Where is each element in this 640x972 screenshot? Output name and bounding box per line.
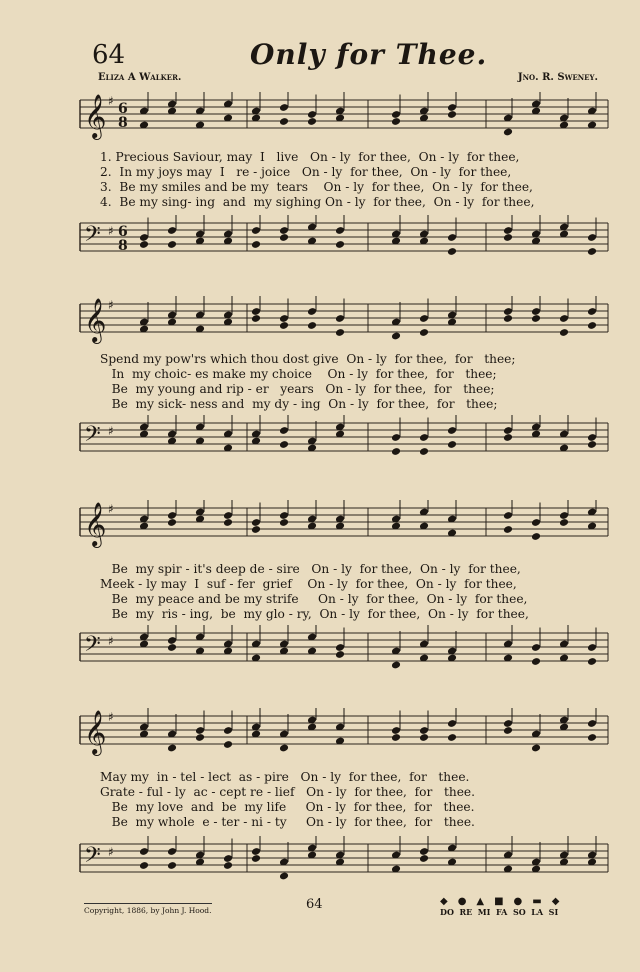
note-head (587, 440, 597, 449)
lyric-line: Be my love and be my life On - ly for thee, for thee. (100, 800, 475, 814)
note-head (531, 532, 541, 541)
note-head (279, 117, 289, 126)
lyric-line: May my in - tel - lect as - pire On - ly for thee, for thee. (100, 770, 470, 784)
note-head (307, 117, 317, 126)
bass-clef: 𝄢 (84, 843, 101, 873)
note-head (223, 861, 233, 870)
treble-clef: 𝄞 (84, 502, 107, 546)
note-head (167, 744, 177, 753)
lyric-line: Meek - ly may I suf - fer grief On - ly for thee, On - ly for thee, (100, 577, 517, 591)
note-head (419, 328, 429, 337)
note-head (503, 314, 513, 323)
bass-staff-4 (72, 836, 612, 886)
treble-staff-1 (72, 92, 612, 142)
note-head (251, 854, 261, 863)
lyrics-system-1 (100, 150, 600, 210)
copyright: Copyright, 1886, by John J. Hood. (84, 903, 212, 915)
note-head (419, 733, 429, 742)
note-head (447, 110, 457, 119)
note-head (391, 117, 401, 126)
note-head (307, 321, 317, 330)
lyric-line: Be my young and rip - er years On - ly for thee, for thee; (100, 382, 495, 396)
lyric-line: Spend my pow'rs which thou dost give On - ly for thee, for thee; (100, 352, 516, 366)
note-head (251, 240, 261, 249)
lyric-line: In my choic- es make my choice On - ly for thee, for thee; (100, 367, 497, 381)
note-head (447, 733, 457, 742)
treble-clef: 𝄞 (84, 710, 107, 754)
lyric-line: Be my sick- ness and my dy - ing On - ly for thee, for thee; (100, 397, 498, 411)
treble-staff-4 (72, 708, 612, 758)
treble-staff-2 (72, 296, 612, 346)
note-head (279, 440, 289, 449)
note-head (167, 861, 177, 870)
note-head (279, 518, 289, 527)
lyrics-system-3 (100, 562, 600, 622)
key-signature-sharp: ♯ (108, 845, 114, 859)
bass-clef: 𝄢 (84, 632, 101, 662)
key-signature-sharp: ♯ (108, 224, 114, 238)
time-signature-bottom: 8 (118, 238, 128, 254)
note-head (279, 321, 289, 330)
time-signature-bottom: 8 (118, 115, 128, 131)
note-head (587, 733, 597, 742)
treble-staff-3 (72, 500, 612, 550)
page-number: 64 (306, 897, 323, 912)
note-head (391, 447, 401, 456)
key-signature-sharp: ♯ (108, 710, 114, 724)
note-head (279, 233, 289, 242)
note-head (503, 726, 513, 735)
key-signature-sharp: ♯ (108, 94, 114, 108)
note-head (279, 872, 289, 881)
key-signature-sharp: ♯ (108, 298, 114, 312)
treble-clef: 𝄞 (84, 94, 107, 138)
note-head (391, 733, 401, 742)
solfa-names: DO RE MI FA SO LA SI (440, 907, 559, 917)
lyric-line: Be my ris - ing, be my glo - ry, On - ly for thee, On - ly for thee, (100, 607, 529, 621)
note-head (335, 240, 345, 249)
solfa-shapes: ◆●▲■●▬◆ (440, 896, 570, 907)
bass-clef: 𝄢 (84, 222, 101, 252)
lyric-line: Be my spir - it's deep de - sire On - ly for thee, On - ly for thee, (100, 562, 521, 576)
key-signature-sharp: ♯ (108, 634, 114, 648)
key-signature-sharp: ♯ (108, 502, 114, 516)
note-head (195, 733, 205, 742)
note-head (223, 518, 233, 527)
note-head (531, 744, 541, 753)
note-head (503, 128, 513, 137)
lyric-line: 4. Be my sing- ing and my sighing On - ly for thee, On - ly for thee, (100, 195, 535, 209)
note-head (251, 525, 261, 534)
author: Eliza A Walker. (98, 72, 182, 83)
note-head (531, 657, 541, 666)
time-signature-top: 6 (118, 101, 128, 117)
note-head (531, 314, 541, 323)
note-head (587, 321, 597, 330)
hymn-title: Only for Thee. (250, 38, 488, 71)
note-head (139, 861, 149, 870)
lyrics-system-4 (100, 770, 600, 830)
note-head (419, 447, 429, 456)
note-head (559, 328, 569, 337)
hymn-number: 64 (92, 40, 126, 70)
lyrics-system-2 (100, 352, 600, 412)
note-head (503, 433, 513, 442)
lyric-line: Grate - ful - ly ac - cept re - lief On - ly for thee, for thee. (100, 785, 475, 799)
note-head (251, 314, 261, 323)
note-head (391, 332, 401, 341)
note-head (279, 744, 289, 753)
note-head (587, 657, 597, 666)
note-head (587, 247, 597, 256)
note-head (503, 233, 513, 242)
note-head (167, 643, 177, 652)
note-head (167, 240, 177, 249)
note-head (223, 740, 233, 749)
note-head (335, 328, 345, 337)
note-head (447, 247, 457, 256)
lyric-line: 2. In my joys may I re - joice On - ly for thee, On - ly for thee, (100, 165, 512, 179)
lyric-line: Be my whole e - ter - ni - ty On - ly for thee, for thee. (100, 815, 475, 829)
bass-staff-1 (72, 215, 612, 265)
note-head (167, 518, 177, 527)
lyric-line: 3. Be my smiles and be my tears On - ly for thee, On - ly for thee, (100, 180, 533, 194)
bass-clef: 𝄢 (84, 422, 101, 452)
note-head (559, 518, 569, 527)
note-head (391, 661, 401, 670)
bass-staff-2 (72, 415, 612, 465)
note-head (447, 440, 457, 449)
note-head (503, 525, 513, 534)
treble-clef: 𝄞 (84, 298, 107, 342)
key-signature-sharp: ♯ (108, 424, 114, 438)
lyric-line: Be my peace and be my strife On - ly for thee, On - ly for thee, (100, 592, 528, 606)
bass-staff-3 (72, 625, 612, 675)
solfa-legend (440, 896, 600, 917)
composer: Jno. R. Sweney. (517, 72, 598, 83)
note-head (419, 854, 429, 863)
note-head (335, 650, 345, 659)
lyric-line: 1. Precious Saviour, may I live On - ly for thee, On - ly for thee, (100, 150, 520, 164)
note-head (139, 240, 149, 249)
time-signature-top: 6 (118, 224, 128, 240)
